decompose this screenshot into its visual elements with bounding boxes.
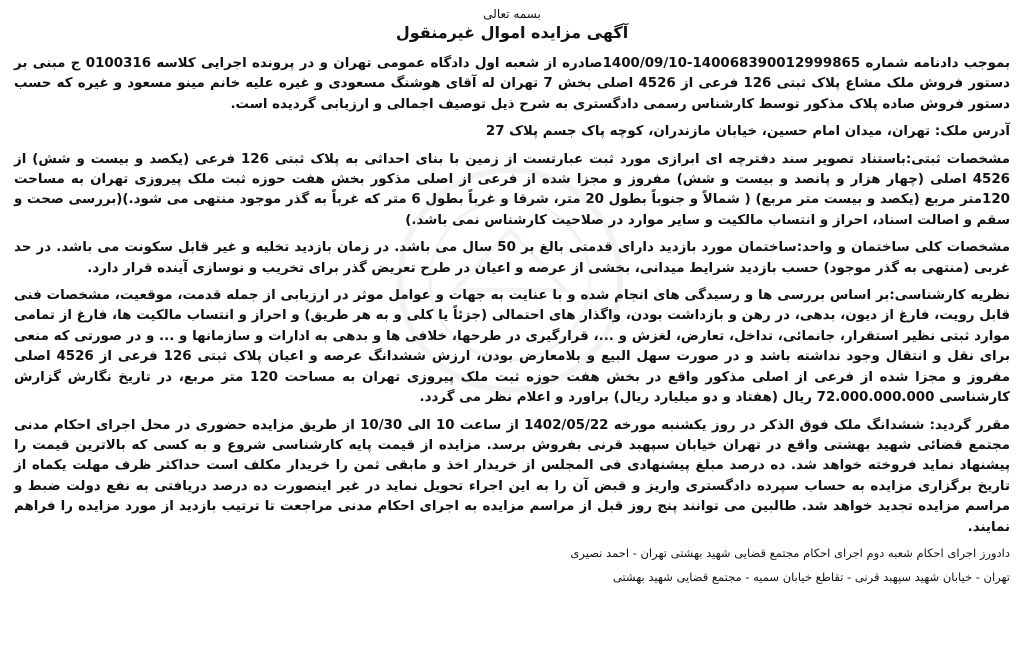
footer-address: تهران - خیابان شهید سپهبد قرنی - تقاطع خیابان سمیه - مجتمع قضایی شهید بهشتی (612, 569, 1010, 584)
paragraph-address: آدرس ملک: تهران، میدان امام حسین، خیابان مازندران، کوچه پاک جسم پلاک 27 (485, 124, 1010, 140)
header-bismillah: بسمه تعالی (483, 7, 541, 21)
paragraph-auction-terms: مقرر گردید: ششدانگ ملک فوق الذکر در روز یکشنبه مورخه 1402/05/22 از ساعت 10 الی 10/30 از طریق مزایده حضوری در محل اجرای احکام مدنی مجتمع قضائی شهید بهشتی واقع در تهران خیابان سپهبد قرنی بفروش برسد. مزایده از قیمت پایه کارشناسی شروع و به کسی که بالاترین قیمت را پیشنهاد نماید فروخته خواهد شد. ده درصد مبلغ پیشنهادی فی المجلس از خریدار اخذ و مابقی ثمن را خریدار مکلف است حداکثر ظرف مهلت یکماه از تاریخ برگزاری مزایده به حساب سپرده دادگستری واریز و قبض آن را به این اجراء تحویل نماید در غیر اینصورت ده درصد دریافتی به نفع دولت ضبط و مراسم مزایده تجدید خواهد شد. طالبین می توانند پنج روز قبل از مراسم مزایده به اجرای احکام مدنی مراجعت تا ترتیب بازدید از مورد مزایده را فراهم نمایند. (14, 417, 1010, 535)
paragraph-intro: بموجب دادنامه شماره 140068390012999865-1400/09/10صادره از شعبه اول دادگاه عمومی تهران و در پرونده اجرایی کلاسه 0100316 ج مبنی بر دستور فروش ملک مشاع پلاک ثبتی 126 فرعی از 4526 اصلی بخش 7 تهران له آقای هوشنگ مسعودی و غیره علیه خانم مینو مسعود و غیره که حسب دستور فروش صاده پلاک مذکور توسط کارشناس رسمی دادگستری به شرح ذیل توصیف اجمالی و ارزیابی گردیده است. (14, 56, 1011, 112)
signature-line: دادورز اجرای احکام شعبه دوم اجرای احکام مجتمع قضایی شهید بهشتی تهران - احمد نصیری (570, 545, 1010, 560)
paragraph-building: مشخصات کلی ساختمان و واحد:ساختمان مورد بازدید دارای قدمتی بالغ بر 50 سال می باشد. در زمان بازدید تخلیه و غیر قابل سکونت می باشد. در حد غربی (منتهی به گذر موجود) حسب بازدید شرایط میدانی، بخشی از عرصه و اعیان در طرح تعریض گذر برای تخریب و نوسازی آینده قرار دارد. (14, 240, 1010, 276)
notice-title: آگهی مزایده اموال غیرمنقول (395, 23, 629, 42)
paragraph-expert-opinion: نظریه کارشناسی:بر اساس بررسی ها و رسیدگی های انجام شده و با عنایت به جهات و عوامل موثر در ارزیابی از جمله قدمت، موقعیت، مشخصات فنی قابل رویت، فارغ از دیون، بدهی، در رهن و بازداشت بودن، واگذار های احتمالی (جزئاً یا کلی و به هر طریق) و احراز و انتساب مالکیت ها، فارغ از تمامی موارد ثبتی نظیر استقرار، جانمائی، تداخل، تعارض، لغزش و ...، قرارگیری در طرحها، خلافی ها و بدهی به ادارات و سازمانها و ... و در صورتی که منعی برای نقل و انتقال وجود نداشته باشد و در صورت سهل البیع و بلامعارض بودن، ارزش ششدانگ عرصه و اعیان پلاک ثبتی 126 فرعی از 4526 اصلی مفروز و مجزا شده از فرعی از اصلی مذکور واقع در بخش هفت حوزه ثبت ملک پیروزی تهران به مساحت 120 متر مربع، در تاریخ نگارش گزارش کارشناسی 72.000.000.000 ریال (هفتاد و دو میلیارد ریال) براورد و اعلام نظر می گردد. (14, 288, 1010, 406)
paragraph-registration: مشخصات ثبتی:باستناد تصویر سند دفترچه ای ابرازی مورد ثبت عبارتست از زمین با بنای احداثی به پلاک ثبتی 126 فرعی (یکصد و بیست و شش) از 4526 اصلی (چهار هزار و پانصد و بیست و شش) مفروز و مجزا شده از فرعی از اصلی مذکور بخش هفت حوزه ثبت ملک پیروزی تهران به مساحت 120متر مربع (یکصد و بیست متر مربع) ( شمالاً و جنوباً بطول 20 متر، شرقا و غرباً بطول 6 متر که غرباً به گذر موجود منتهی می شود.)(بررسی صحت و سقم و اصالت اسناد، احراز و انتساب مالکیت و سایر موارد در صلاحیت کارشناس نمی باشد.) (14, 151, 1011, 228)
